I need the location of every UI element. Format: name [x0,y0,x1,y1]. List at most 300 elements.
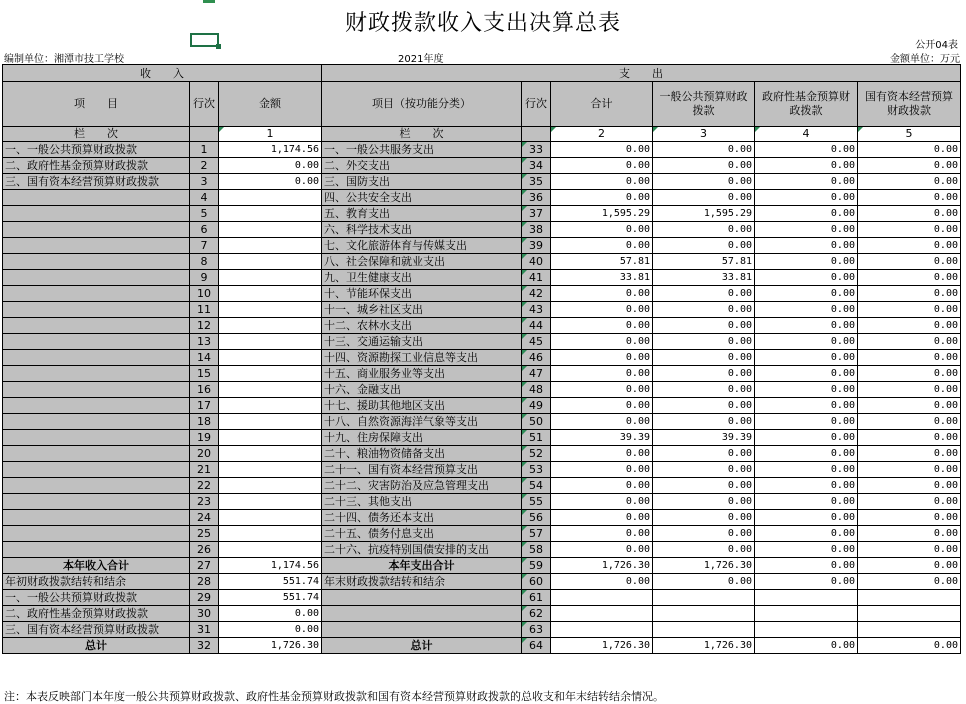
left-amount[interactable]: 0.00 [219,622,322,638]
right-item[interactable]: 十五、商业服务业等支出 [322,366,522,382]
total-amount[interactable]: 1,726.30 [551,558,653,574]
total-amount[interactable]: 0.00 [551,302,653,318]
state-capital-amount[interactable]: 0.00 [858,270,961,286]
left-amount[interactable] [219,206,322,222]
left-amount[interactable] [219,526,322,542]
state-capital-amount[interactable]: 0.00 [858,446,961,462]
left-item[interactable]: 总计 [3,638,190,654]
gov-fund-amount[interactable]: 0.00 [755,446,858,462]
right-line-no[interactable]: 42 [522,286,551,302]
right-line-no[interactable]: 56 [522,510,551,526]
total-amount[interactable]: 0.00 [551,494,653,510]
gov-fund-amount[interactable]: 0.00 [755,254,858,270]
amount-unit: 金额单位：万元 [890,54,960,65]
left-amount[interactable] [219,222,322,238]
left-line-no[interactable]: 24 [190,510,219,526]
state-capital-amount[interactable]: 0.00 [858,286,961,302]
total-amount[interactable]: 0.00 [551,478,653,494]
header-line-no: 行次 [190,82,219,127]
state-capital-amount[interactable]: 0.00 [858,494,961,510]
left-item[interactable]: 三、国有资本经营预算财政拨款 [3,622,190,638]
left-item[interactable] [3,382,190,398]
right-line-no[interactable]: 40 [522,254,551,270]
gen-budget-amount[interactable]: 0.00 [653,382,755,398]
right-item[interactable]: 五、教育支出 [322,206,522,222]
gov-fund-amount[interactable]: 0.00 [755,494,858,510]
state-capital-amount[interactable]: 0.00 [858,142,961,158]
right-item[interactable]: 二十、粮油物资储备支出 [322,446,522,462]
left-line-no[interactable]: 4 [190,190,219,206]
left-item[interactable] [3,430,190,446]
total-amount[interactable]: 0.00 [551,158,653,174]
left-line-no[interactable]: 14 [190,350,219,366]
right-line-no[interactable]: 36 [522,190,551,206]
right-item[interactable]: 十二、农林水支出 [322,318,522,334]
right-line-no[interactable]: 58 [522,542,551,558]
left-item[interactable] [3,350,190,366]
gen-budget-amount[interactable]: 0.00 [653,462,755,478]
right-line-no[interactable]: 64 [522,638,551,654]
right-item[interactable]: 二十五、债务付息支出 [322,526,522,542]
left-amount[interactable] [219,350,322,366]
gen-budget-amount[interactable]: 39.39 [653,430,755,446]
left-amount[interactable] [219,542,322,558]
state-capital-amount[interactable]: 0.00 [858,254,961,270]
left-item[interactable] [3,286,190,302]
left-item[interactable] [3,302,190,318]
table-row [3,350,961,366]
gen-budget-amount[interactable]: 1,726.30 [653,638,755,654]
gov-fund-amount[interactable]: 0.00 [755,462,858,478]
total-amount[interactable]: 0.00 [551,318,653,334]
right-line-no[interactable]: 47 [522,366,551,382]
state-capital-amount[interactable]: 0.00 [858,398,961,414]
right-line-no[interactable]: 60 [522,574,551,590]
left-line-no[interactable]: 5 [190,206,219,222]
left-line-no[interactable]: 17 [190,398,219,414]
state-capital-amount[interactable]: 0.00 [858,158,961,174]
state-capital-amount[interactable]: 0.00 [858,526,961,542]
state-capital-amount[interactable]: 0.00 [858,382,961,398]
right-line-no[interactable]: 49 [522,398,551,414]
gov-fund-amount[interactable]: 0.00 [755,286,858,302]
right-line-no[interactable]: 44 [522,318,551,334]
gen-budget-amount[interactable]: 0.00 [653,414,755,430]
total-amount[interactable]: 57.81 [551,254,653,270]
left-line-no[interactable]: 2 [190,158,219,174]
total-amount[interactable]: 0.00 [551,462,653,478]
selected-cell[interactable] [190,33,219,47]
left-amount[interactable] [219,318,322,334]
right-item[interactable]: 十、节能环保支出 [322,286,522,302]
gov-fund-amount[interactable]: 0.00 [755,222,858,238]
left-item[interactable] [3,238,190,254]
left-amount[interactable] [219,254,322,270]
right-item[interactable]: 三、国防支出 [322,174,522,190]
state-capital-amount[interactable]: 0.00 [858,174,961,190]
left-line-no[interactable]: 13 [190,334,219,350]
left-item[interactable] [3,414,190,430]
gen-budget-amount[interactable]: 0.00 [653,526,755,542]
state-capital-amount[interactable]: 0.00 [858,510,961,526]
total-amount[interactable]: 0.00 [551,574,653,590]
gen-budget-amount[interactable]: 57.81 [653,254,755,270]
right-line-no[interactable]: 63 [522,622,551,638]
gov-fund-amount[interactable]: 0.00 [755,174,858,190]
left-line-no[interactable]: 12 [190,318,219,334]
right-line-no[interactable]: 54 [522,478,551,494]
left-line-no[interactable]: 18 [190,414,219,430]
state-capital-amount[interactable]: 0.00 [858,190,961,206]
right-line-no[interactable]: 59 [522,558,551,574]
left-amount[interactable]: 551.74 [219,574,322,590]
right-item[interactable]: 二十一、国有资本经营预算支出 [322,462,522,478]
fill-handle[interactable] [216,44,221,49]
gov-fund-amount[interactable]: 0.00 [755,558,858,574]
total-amount[interactable]: 0.00 [551,366,653,382]
total-amount[interactable]: 0.00 [551,174,653,190]
state-capital-amount[interactable] [858,590,961,606]
state-capital-amount[interactable]: 0.00 [858,478,961,494]
right-item[interactable]: 六、科学技术支出 [322,222,522,238]
right-line-no[interactable]: 50 [522,414,551,430]
right-item[interactable]: 九、卫生健康支出 [322,270,522,286]
left-amount[interactable]: 551.74 [219,590,322,606]
left-line-no[interactable]: 21 [190,462,219,478]
left-amount[interactable] [219,302,322,318]
gen-budget-amount[interactable]: 0.00 [653,574,755,590]
right-item[interactable]: 十一、城乡社区支出 [322,302,522,318]
gov-fund-amount[interactable]: 0.00 [755,526,858,542]
right-line-no[interactable]: 46 [522,350,551,366]
left-item[interactable] [3,446,190,462]
gov-fund-amount[interactable]: 0.00 [755,206,858,222]
total-amount[interactable]: 0.00 [551,446,653,462]
gov-fund-amount[interactable]: 0.00 [755,350,858,366]
gen-budget-amount[interactable]: 0.00 [653,286,755,302]
total-amount[interactable]: 1,595.29 [551,206,653,222]
state-capital-amount[interactable]: 0.00 [858,302,961,318]
total-amount[interactable]: 0.00 [551,526,653,542]
state-capital-amount[interactable]: 0.00 [858,558,961,574]
left-item[interactable] [3,270,190,286]
table-row [3,510,961,526]
total-amount[interactable]: 33.81 [551,270,653,286]
state-capital-amount[interactable] [858,606,961,622]
state-capital-amount[interactable]: 0.00 [858,334,961,350]
gen-budget-amount[interactable]: 0.00 [653,142,755,158]
left-line-no[interactable]: 22 [190,478,219,494]
left-amount[interactable] [219,446,322,462]
gov-fund-amount[interactable]: 0.00 [755,638,858,654]
left-amount[interactable] [219,238,322,254]
state-capital-amount[interactable]: 0.00 [858,638,961,654]
state-capital-amount[interactable]: 0.00 [858,462,961,478]
gen-budget-amount[interactable]: 0.00 [653,190,755,206]
gen-budget-amount[interactable]: 0.00 [653,158,755,174]
right-item[interactable] [322,606,522,622]
gov-fund-amount[interactable]: 0.00 [755,430,858,446]
right-item[interactable]: 年末财政拨款结转和结余 [322,574,522,590]
total-amount[interactable]: 0.00 [551,542,653,558]
left-amount[interactable] [219,430,322,446]
state-capital-amount[interactable]: 0.00 [858,238,961,254]
left-item[interactable] [3,206,190,222]
left-item[interactable]: 一、一般公共预算财政拨款 [3,590,190,606]
gen-budget-amount[interactable]: 0.00 [653,446,755,462]
gov-fund-amount[interactable]: 0.00 [755,366,858,382]
state-capital-amount[interactable]: 0.00 [858,206,961,222]
right-line-no[interactable]: 38 [522,222,551,238]
left-line-no[interactable]: 25 [190,526,219,542]
total-amount[interactable]: 0.00 [551,414,653,430]
gov-fund-amount[interactable]: 0.00 [755,302,858,318]
left-item[interactable] [3,526,190,542]
right-item[interactable]: 二十四、债务还本支出 [322,510,522,526]
gen-budget-amount[interactable] [653,590,755,606]
right-line-no[interactable]: 53 [522,462,551,478]
right-item[interactable]: 二十六、抗疫特别国债安排的支出 [322,542,522,558]
left-item[interactable]: 三、国有资本经营预算财政拨款 [3,174,190,190]
gov-fund-amount[interactable]: 0.00 [755,542,858,558]
gen-budget-amount[interactable]: 0.00 [653,302,755,318]
right-item[interactable]: 十八、自然资源海洋气象等支出 [322,414,522,430]
gen-budget-amount[interactable]: 0.00 [653,350,755,366]
gen-budget-amount[interactable]: 0.00 [653,174,755,190]
total-amount[interactable]: 0.00 [551,350,653,366]
left-amount[interactable] [219,462,322,478]
table-row [3,526,961,542]
right-line-no[interactable]: 61 [522,590,551,606]
right-item[interactable]: 十三、交通运输支出 [322,334,522,350]
left-line-no[interactable]: 16 [190,382,219,398]
gov-fund-amount[interactable]: 0.00 [755,334,858,350]
left-amount[interactable] [219,382,322,398]
right-line-no[interactable]: 52 [522,446,551,462]
gen-budget-amount[interactable]: 0.00 [653,398,755,414]
right-item[interactable]: 二十二、灾害防治及应急管理支出 [322,478,522,494]
left-item[interactable] [3,462,190,478]
left-amount[interactable] [219,398,322,414]
total-amount[interactable] [551,622,653,638]
left-amount[interactable]: 1,726.30 [219,638,322,654]
left-item[interactable] [3,478,190,494]
state-capital-amount[interactable]: 0.00 [858,350,961,366]
state-capital-amount[interactable]: 0.00 [858,414,961,430]
left-amount[interactable]: 1,174.56 [219,558,322,574]
left-line-no[interactable]: 30 [190,606,219,622]
left-line-no[interactable]: 27 [190,558,219,574]
state-capital-amount[interactable] [858,622,961,638]
right-line-no[interactable]: 55 [522,494,551,510]
left-line-no[interactable]: 7 [190,238,219,254]
right-item[interactable]: 十四、资源勘探工业信息等支出 [322,350,522,366]
left-line-no[interactable]: 1 [190,142,219,158]
left-item[interactable] [3,318,190,334]
total-amount[interactable]: 0.00 [551,222,653,238]
right-item[interactable]: 本年支出合计 [322,558,522,574]
left-amount[interactable] [219,478,322,494]
left-item[interactable] [3,334,190,350]
right-item[interactable]: 二、外交支出 [322,158,522,174]
right-line-no[interactable]: 57 [522,526,551,542]
total-amount[interactable]: 1,726.30 [551,638,653,654]
left-item[interactable]: 二、政府性基金预算财政拨款 [3,606,190,622]
gov-fund-amount[interactable] [755,590,858,606]
gen-budget-amount[interactable]: 0.00 [653,494,755,510]
left-line-no[interactable]: 31 [190,622,219,638]
left-line-no[interactable]: 15 [190,366,219,382]
gen-budget-amount[interactable]: 0.00 [653,334,755,350]
left-item[interactable] [3,254,190,270]
table-row [3,254,961,270]
total-amount[interactable]: 0.00 [551,510,653,526]
left-item[interactable] [3,190,190,206]
left-item[interactable]: 本年收入合计 [3,558,190,574]
right-item[interactable]: 八、社会保障和就业支出 [322,254,522,270]
gen-budget-amount[interactable]: 1,595.29 [653,206,755,222]
gen-budget-amount[interactable]: 0.00 [653,510,755,526]
left-line-no[interactable]: 23 [190,494,219,510]
left-item[interactable]: 年初财政拨款结转和结余 [3,574,190,590]
total-amount[interactable]: 0.00 [551,398,653,414]
left-amount[interactable] [219,270,322,286]
right-item[interactable]: 七、文化旅游体育与传媒支出 [322,238,522,254]
total-amount[interactable]: 0.00 [551,238,653,254]
gov-fund-amount[interactable]: 0.00 [755,238,858,254]
left-item[interactable] [3,398,190,414]
left-line-no[interactable]: 19 [190,430,219,446]
gen-budget-amount[interactable]: 0.00 [653,222,755,238]
left-line-no[interactable]: 11 [190,302,219,318]
left-amount[interactable]: 0.00 [219,158,322,174]
right-item[interactable] [322,590,522,606]
right-item[interactable] [322,622,522,638]
right-line-no[interactable]: 33 [522,142,551,158]
gen-budget-amount[interactable]: 1,726.30 [653,558,755,574]
left-amount[interactable] [219,286,322,302]
left-line-no[interactable]: 9 [190,270,219,286]
gen-budget-amount[interactable]: 33.81 [653,270,755,286]
left-line-no[interactable]: 10 [190,286,219,302]
state-capital-amount[interactable]: 0.00 [858,574,961,590]
gov-fund-amount[interactable]: 0.00 [755,190,858,206]
right-line-no[interactable]: 37 [522,206,551,222]
table-row [3,414,961,430]
right-line-no[interactable]: 43 [522,302,551,318]
total-amount[interactable]: 0.00 [551,382,653,398]
right-item[interactable]: 十九、住房保障支出 [322,430,522,446]
table-row [3,494,961,510]
total-amount[interactable]: 0.00 [551,286,653,302]
left-line-no[interactable]: 28 [190,574,219,590]
gen-budget-amount[interactable]: 0.00 [653,478,755,494]
state-capital-amount[interactable]: 0.00 [858,366,961,382]
right-line-no[interactable]: 39 [522,238,551,254]
left-amount[interactable] [219,334,322,350]
left-item[interactable]: 二、政府性基金预算财政拨款 [3,158,190,174]
state-capital-amount[interactable]: 0.00 [858,222,961,238]
left-item[interactable] [3,494,190,510]
left-item[interactable]: 一、一般公共预算财政拨款 [3,142,190,158]
right-line-no[interactable]: 41 [522,270,551,286]
state-capital-amount[interactable]: 0.00 [858,318,961,334]
gen-budget-amount[interactable] [653,606,755,622]
gen-budget-amount[interactable]: 0.00 [653,366,755,382]
left-amount[interactable] [219,494,322,510]
left-line-no[interactable]: 20 [190,446,219,462]
total-amount[interactable] [551,590,653,606]
gen-budget-amount[interactable] [653,622,755,638]
right-line-no[interactable]: 45 [522,334,551,350]
gov-fund-amount[interactable] [755,606,858,622]
right-line-no[interactable]: 35 [522,174,551,190]
left-amount[interactable] [219,414,322,430]
total-amount[interactable]: 0.00 [551,142,653,158]
total-amount[interactable]: 39.39 [551,430,653,446]
left-amount[interactable]: 0.00 [219,174,322,190]
gen-budget-amount[interactable]: 0.00 [653,318,755,334]
gov-fund-amount[interactable]: 0.00 [755,414,858,430]
left-line-no[interactable]: 3 [190,174,219,190]
left-line-no[interactable]: 8 [190,254,219,270]
gov-fund-amount[interactable]: 0.00 [755,478,858,494]
left-item[interactable] [3,366,190,382]
gen-budget-amount[interactable]: 0.00 [653,542,755,558]
right-item[interactable]: 二十三、其他支出 [322,494,522,510]
right-item[interactable]: 总计 [322,638,522,654]
gov-fund-amount[interactable]: 0.00 [755,318,858,334]
gov-fund-amount[interactable]: 0.00 [755,270,858,286]
total-amount[interactable] [551,606,653,622]
total-amount[interactable]: 0.00 [551,334,653,350]
left-item[interactable] [3,510,190,526]
left-line-no[interactable]: 29 [190,590,219,606]
state-capital-amount[interactable]: 0.00 [858,430,961,446]
right-item[interactable]: 四、公共安全支出 [322,190,522,206]
left-item[interactable] [3,542,190,558]
right-line-no[interactable]: 51 [522,430,551,446]
right-line-no[interactable]: 62 [522,606,551,622]
right-item[interactable]: 十七、援助其他地区支出 [322,398,522,414]
table-row [3,398,961,414]
gov-fund-amount[interactable]: 0.00 [755,574,858,590]
left-amount[interactable] [219,510,322,526]
left-line-no[interactable]: 32 [190,638,219,654]
gov-fund-amount[interactable]: 0.00 [755,510,858,526]
header-total: 合计 [551,82,653,127]
gov-fund-amount[interactable]: 0.00 [755,158,858,174]
gen-budget-amount[interactable]: 0.00 [653,238,755,254]
left-amount[interactable] [219,366,322,382]
left-amount[interactable] [219,190,322,206]
left-line-no[interactable]: 6 [190,222,219,238]
right-item[interactable]: 一、一般公共服务支出 [322,142,522,158]
right-line-no[interactable]: 34 [522,158,551,174]
left-line-no[interactable]: 26 [190,542,219,558]
left-item[interactable] [3,222,190,238]
right-line-no[interactable]: 48 [522,382,551,398]
gov-fund-amount[interactable] [755,622,858,638]
gov-fund-amount[interactable]: 0.00 [755,398,858,414]
left-amount[interactable]: 0.00 [219,606,322,622]
right-item[interactable]: 十六、金融支出 [322,382,522,398]
left-amount[interactable]: 1,174.56 [219,142,322,158]
gov-fund-amount[interactable]: 0.00 [755,382,858,398]
gov-fund-amount[interactable]: 0.00 [755,142,858,158]
total-amount[interactable]: 0.00 [551,190,653,206]
state-capital-amount[interactable]: 0.00 [858,542,961,558]
